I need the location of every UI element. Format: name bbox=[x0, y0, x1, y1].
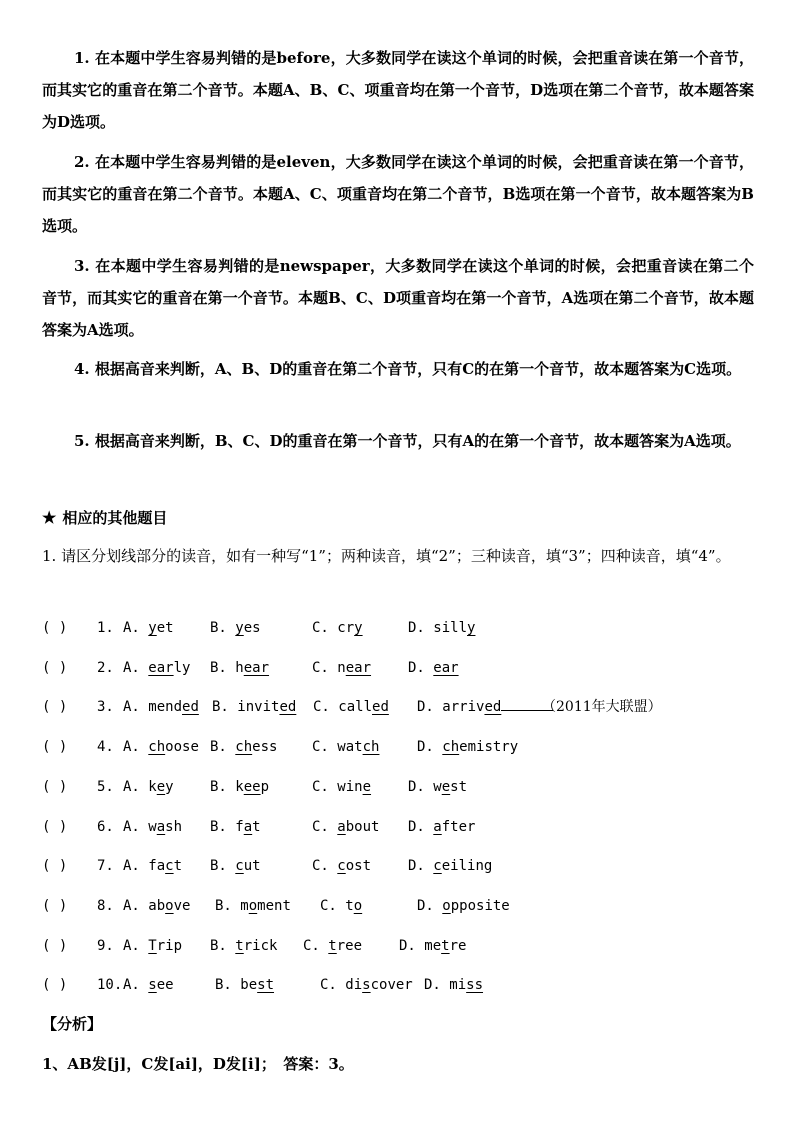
word-part: n bbox=[337, 659, 346, 676]
word-part: fa bbox=[148, 858, 166, 875]
underlined-letters: y bbox=[354, 620, 363, 636]
option-label: C. bbox=[312, 620, 329, 636]
underlined-letters: ed bbox=[372, 699, 389, 716]
option-d bbox=[417, 695, 553, 719]
underlined-letters: ed bbox=[182, 699, 199, 716]
explanation-paragraph-2: 2. 在本题中学生容易判错的是eleven，大多数同学在读这个单词的时候，会把重音读在第一个音节，而其实它的重音在第二个音节。本题A、C、项重音均在第二个音节，B选项在第一个音节，故本题答案为B选项。 bbox=[42, 153, 754, 235]
explanation-paragraph-4: 4. 根据高音来判断，A、B、D的重音在第二个音节，只有C的在第一个音节，故本题答案为C选项。 bbox=[74, 360, 742, 378]
option-label: B. bbox=[215, 977, 232, 994]
word-part: m bbox=[240, 897, 249, 914]
underlined-letters: s bbox=[148, 977, 157, 994]
word-part: ee bbox=[156, 977, 174, 994]
word-part: ve bbox=[173, 897, 191, 914]
underlined-letters: a bbox=[243, 818, 253, 835]
word-part: me bbox=[424, 937, 442, 954]
underlined-letters: t bbox=[328, 937, 337, 954]
answer-blank[interactable]: ( ) bbox=[42, 858, 68, 875]
word-part: w bbox=[433, 778, 442, 795]
option-b bbox=[212, 695, 296, 719]
option-label: B. bbox=[210, 739, 227, 756]
word-part: di bbox=[345, 977, 363, 994]
option-d bbox=[408, 775, 467, 799]
word-part: t bbox=[252, 818, 261, 835]
option-c bbox=[312, 854, 371, 878]
option-b bbox=[210, 934, 277, 958]
underlined-letters: ch bbox=[442, 739, 460, 756]
underlined-letters: t bbox=[235, 937, 244, 954]
underlined-letters: ear bbox=[433, 659, 459, 676]
underlined-letters: ch bbox=[362, 739, 380, 756]
word-part: st bbox=[450, 778, 468, 795]
word-part: f bbox=[235, 818, 244, 835]
word-part: fter bbox=[441, 818, 476, 835]
answer-blank[interactable]: ( ) bbox=[42, 659, 68, 676]
underlined-letters: c bbox=[235, 858, 244, 875]
word-part: eiling bbox=[441, 858, 493, 875]
word-part: wat bbox=[337, 739, 363, 756]
word-part: arriv bbox=[442, 699, 485, 716]
question-number: 4. bbox=[97, 739, 114, 756]
underlined-letters: st bbox=[257, 977, 275, 994]
answer-blank[interactable]: ( ) bbox=[42, 897, 68, 914]
word-part: p bbox=[260, 778, 270, 795]
option-label: A. bbox=[123, 620, 140, 636]
option-label: D. bbox=[417, 739, 434, 756]
option-b bbox=[210, 815, 261, 839]
underlined-letters: y bbox=[148, 620, 157, 636]
word-part: cr bbox=[337, 620, 355, 636]
word-part: ab bbox=[148, 897, 166, 914]
option-label: D. bbox=[399, 937, 416, 954]
option-label: D. bbox=[417, 699, 434, 716]
underlined-letters: s bbox=[362, 977, 371, 994]
option-d bbox=[408, 854, 492, 878]
option-label: A. bbox=[123, 937, 140, 954]
option-b bbox=[210, 854, 261, 878]
underlined-letters: o bbox=[165, 897, 174, 914]
word-part: call bbox=[338, 699, 373, 716]
option-label: B. bbox=[210, 818, 227, 835]
underlined-letters: e bbox=[441, 778, 451, 795]
option-c bbox=[312, 656, 371, 680]
option-b bbox=[210, 775, 269, 799]
word-part: ess bbox=[252, 739, 278, 756]
word-part: ment bbox=[257, 897, 291, 914]
underlined-letters: T bbox=[148, 937, 157, 954]
word-part: ut bbox=[243, 858, 261, 875]
word-part: mi bbox=[449, 977, 467, 994]
word-part: k bbox=[235, 778, 244, 795]
option-d bbox=[408, 616, 475, 640]
underlined-letters: o bbox=[248, 897, 258, 914]
underlined-letters: o bbox=[442, 897, 451, 914]
option-label: D. bbox=[408, 778, 425, 795]
answer-blank[interactable]: ( ) bbox=[42, 699, 68, 716]
word-part: h bbox=[235, 659, 244, 676]
option-label: A. bbox=[123, 778, 140, 795]
option-a bbox=[123, 894, 190, 918]
word-part: w bbox=[148, 818, 157, 835]
word-part: es bbox=[243, 620, 261, 636]
option-c bbox=[312, 815, 379, 839]
option-label: C. bbox=[312, 739, 329, 756]
word-part: bout bbox=[345, 818, 380, 835]
option-c bbox=[320, 973, 413, 997]
option-a bbox=[123, 775, 174, 799]
option-label: C. bbox=[313, 699, 330, 716]
option-d bbox=[399, 934, 466, 958]
underlined-letters: ed bbox=[279, 699, 297, 716]
word-part: t bbox=[345, 897, 354, 914]
word-part: invit bbox=[237, 699, 280, 716]
option-c bbox=[312, 616, 363, 640]
option-a bbox=[123, 854, 182, 878]
word-part: sh bbox=[165, 818, 183, 835]
answer-blank[interactable]: ( ) bbox=[42, 977, 68, 994]
question-number: 3. bbox=[97, 699, 114, 716]
option-c bbox=[320, 894, 362, 918]
analysis-answer-line: 1、AB发[j]，C发[ai]，D发[i]； 答案：3。 bbox=[42, 1055, 354, 1073]
option-label: B. bbox=[210, 937, 227, 954]
answer-blank[interactable]: ( ) bbox=[42, 818, 68, 835]
section-heading bbox=[42, 506, 167, 530]
explanation-paragraph-3: 3. 在本题中学生容易判错的是newspaper，大多数同学在读这个单词的时候，会把重音读在第二个音节，而其实它的重音在第一个音节。本题B、C、D项重音均在第一个音节，A选项在第二个音节，故本题答案为A选项。 bbox=[42, 257, 754, 339]
word-part: ly bbox=[173, 659, 191, 676]
option-label: C. bbox=[312, 818, 329, 835]
option-label: B. bbox=[215, 897, 232, 914]
underlined-letters: ch bbox=[148, 739, 166, 756]
option-a bbox=[123, 656, 190, 680]
option-label: B. bbox=[212, 699, 229, 716]
option-d bbox=[408, 656, 459, 680]
word-part: k bbox=[148, 778, 157, 795]
underlined-letters: ch bbox=[235, 739, 253, 756]
option-d bbox=[417, 735, 518, 759]
question-number: 5. bbox=[97, 778, 114, 795]
option-label: C. bbox=[320, 897, 337, 914]
underlined-letters: ee bbox=[243, 778, 261, 795]
word-part: win bbox=[337, 778, 363, 795]
question-number: 1. bbox=[97, 620, 114, 636]
option-label: C. bbox=[303, 937, 320, 954]
option-a bbox=[123, 735, 199, 759]
option-label: A. bbox=[123, 699, 140, 716]
option-b bbox=[210, 616, 261, 640]
word-part: t bbox=[173, 858, 183, 875]
option-label: C. bbox=[312, 659, 329, 676]
option-d bbox=[417, 894, 510, 918]
answer-blank[interactable]: ( ) bbox=[42, 620, 68, 636]
option-label: A. bbox=[123, 897, 140, 914]
option-c bbox=[312, 735, 379, 759]
word-part: sill bbox=[433, 620, 468, 636]
option-label: B. bbox=[210, 659, 227, 676]
word-part: rip bbox=[156, 937, 183, 954]
word-part: oose bbox=[165, 739, 199, 756]
underlined-letters: y bbox=[235, 620, 244, 636]
word-part: rick bbox=[243, 937, 278, 954]
word-part: pposite bbox=[450, 897, 510, 914]
star-icon: ★ bbox=[42, 508, 57, 527]
option-label: B. bbox=[210, 858, 227, 875]
option-a bbox=[123, 973, 174, 997]
word-part: mend bbox=[148, 699, 183, 716]
answer-blank[interactable]: ( ) bbox=[42, 739, 68, 756]
underlined-letters: ear bbox=[345, 659, 372, 676]
option-label: A. bbox=[123, 659, 140, 676]
word-part: ree bbox=[336, 937, 363, 954]
word-part: y bbox=[165, 778, 174, 795]
option-label: C. bbox=[320, 977, 337, 994]
underlined-letters: a bbox=[156, 818, 166, 835]
option-b bbox=[215, 973, 274, 997]
underlined-letters: c bbox=[337, 858, 346, 875]
option-label: A. bbox=[123, 858, 140, 875]
word-part: be bbox=[240, 977, 258, 994]
option-a bbox=[123, 616, 174, 640]
option-label: D. bbox=[424, 977, 441, 994]
underlined-letters: a bbox=[337, 818, 346, 835]
option-label: D. bbox=[417, 897, 434, 914]
option-a bbox=[123, 934, 182, 958]
option-b bbox=[210, 735, 277, 759]
underlined-letters: e bbox=[362, 778, 372, 795]
option-b bbox=[210, 656, 269, 680]
option-c bbox=[303, 934, 362, 958]
option-label: C. bbox=[312, 778, 329, 795]
question-number: 7. bbox=[97, 858, 114, 875]
option-label: D. bbox=[408, 659, 425, 676]
option-label: D. bbox=[408, 858, 425, 875]
option-label: B. bbox=[210, 778, 227, 795]
answer-blank[interactable]: ( ) bbox=[42, 937, 68, 954]
underlined-letters: o bbox=[353, 897, 363, 914]
option-label: D. bbox=[408, 620, 425, 636]
underlined-letters: t bbox=[441, 937, 450, 954]
option-a bbox=[123, 815, 182, 839]
option-c bbox=[312, 775, 371, 799]
section-title: 相应的其他题目 bbox=[62, 509, 168, 527]
word-part: ost bbox=[345, 858, 372, 875]
underlined-letters: ear bbox=[243, 659, 270, 676]
option-label: B. bbox=[210, 620, 227, 636]
option-a bbox=[123, 695, 199, 719]
underlined-letters: c bbox=[165, 858, 174, 875]
word-part: emistry bbox=[459, 739, 519, 756]
option-label: A. bbox=[123, 818, 140, 835]
question-number: 8. bbox=[97, 897, 114, 914]
question-number: 10. bbox=[97, 977, 123, 994]
word-part: cover bbox=[370, 977, 413, 994]
analysis-label: 【分析】 bbox=[42, 1015, 103, 1033]
underlined-letters: ss bbox=[466, 977, 484, 994]
option-d bbox=[424, 973, 483, 997]
underlined-letters: ed bbox=[484, 699, 502, 716]
question-number: 9. bbox=[97, 937, 114, 954]
option-label: D. bbox=[408, 818, 425, 835]
source-note: （2011年大联盟） bbox=[542, 699, 662, 716]
underlined-letters: c bbox=[433, 858, 442, 875]
question-number: 6. bbox=[97, 818, 114, 835]
underlined-letters: ear bbox=[148, 659, 174, 676]
word-part: re bbox=[449, 937, 467, 954]
underlined-letters: a bbox=[433, 818, 442, 835]
underlined-letters: e bbox=[156, 778, 166, 795]
option-c bbox=[313, 695, 389, 719]
word-part: et bbox=[156, 620, 174, 636]
question-instructions: 1. 请区分划线部分的读音，如有一种写“1”；两种读音，填“2”；三种读音，填“3”；四种读音，填“4”。 bbox=[42, 547, 731, 565]
underlined-letters: y bbox=[467, 620, 476, 636]
question-number: 2. bbox=[97, 659, 114, 676]
explanation-paragraph-1: 1. 在本题中学生容易判错的是before，大多数同学在读这个单词的时候，会把重音读在第一个音节，而其实它的重音在第二个音节。本题A、B、C、项重音均在第一个音节，D选项在第二个音节，故本题答案为D选项。 bbox=[42, 49, 754, 131]
option-label: A. bbox=[123, 739, 140, 756]
option-label: C. bbox=[312, 858, 329, 875]
explanation-paragraph-5: 5. 根据高音来判断，B、C、D的重音在第一个音节，只有A的在第一个音节，故本题答案为A选项。 bbox=[74, 432, 741, 450]
option-label: A. bbox=[123, 977, 140, 994]
option-b bbox=[215, 894, 291, 918]
answer-blank[interactable]: ( ) bbox=[42, 778, 68, 795]
option-d bbox=[408, 815, 475, 839]
